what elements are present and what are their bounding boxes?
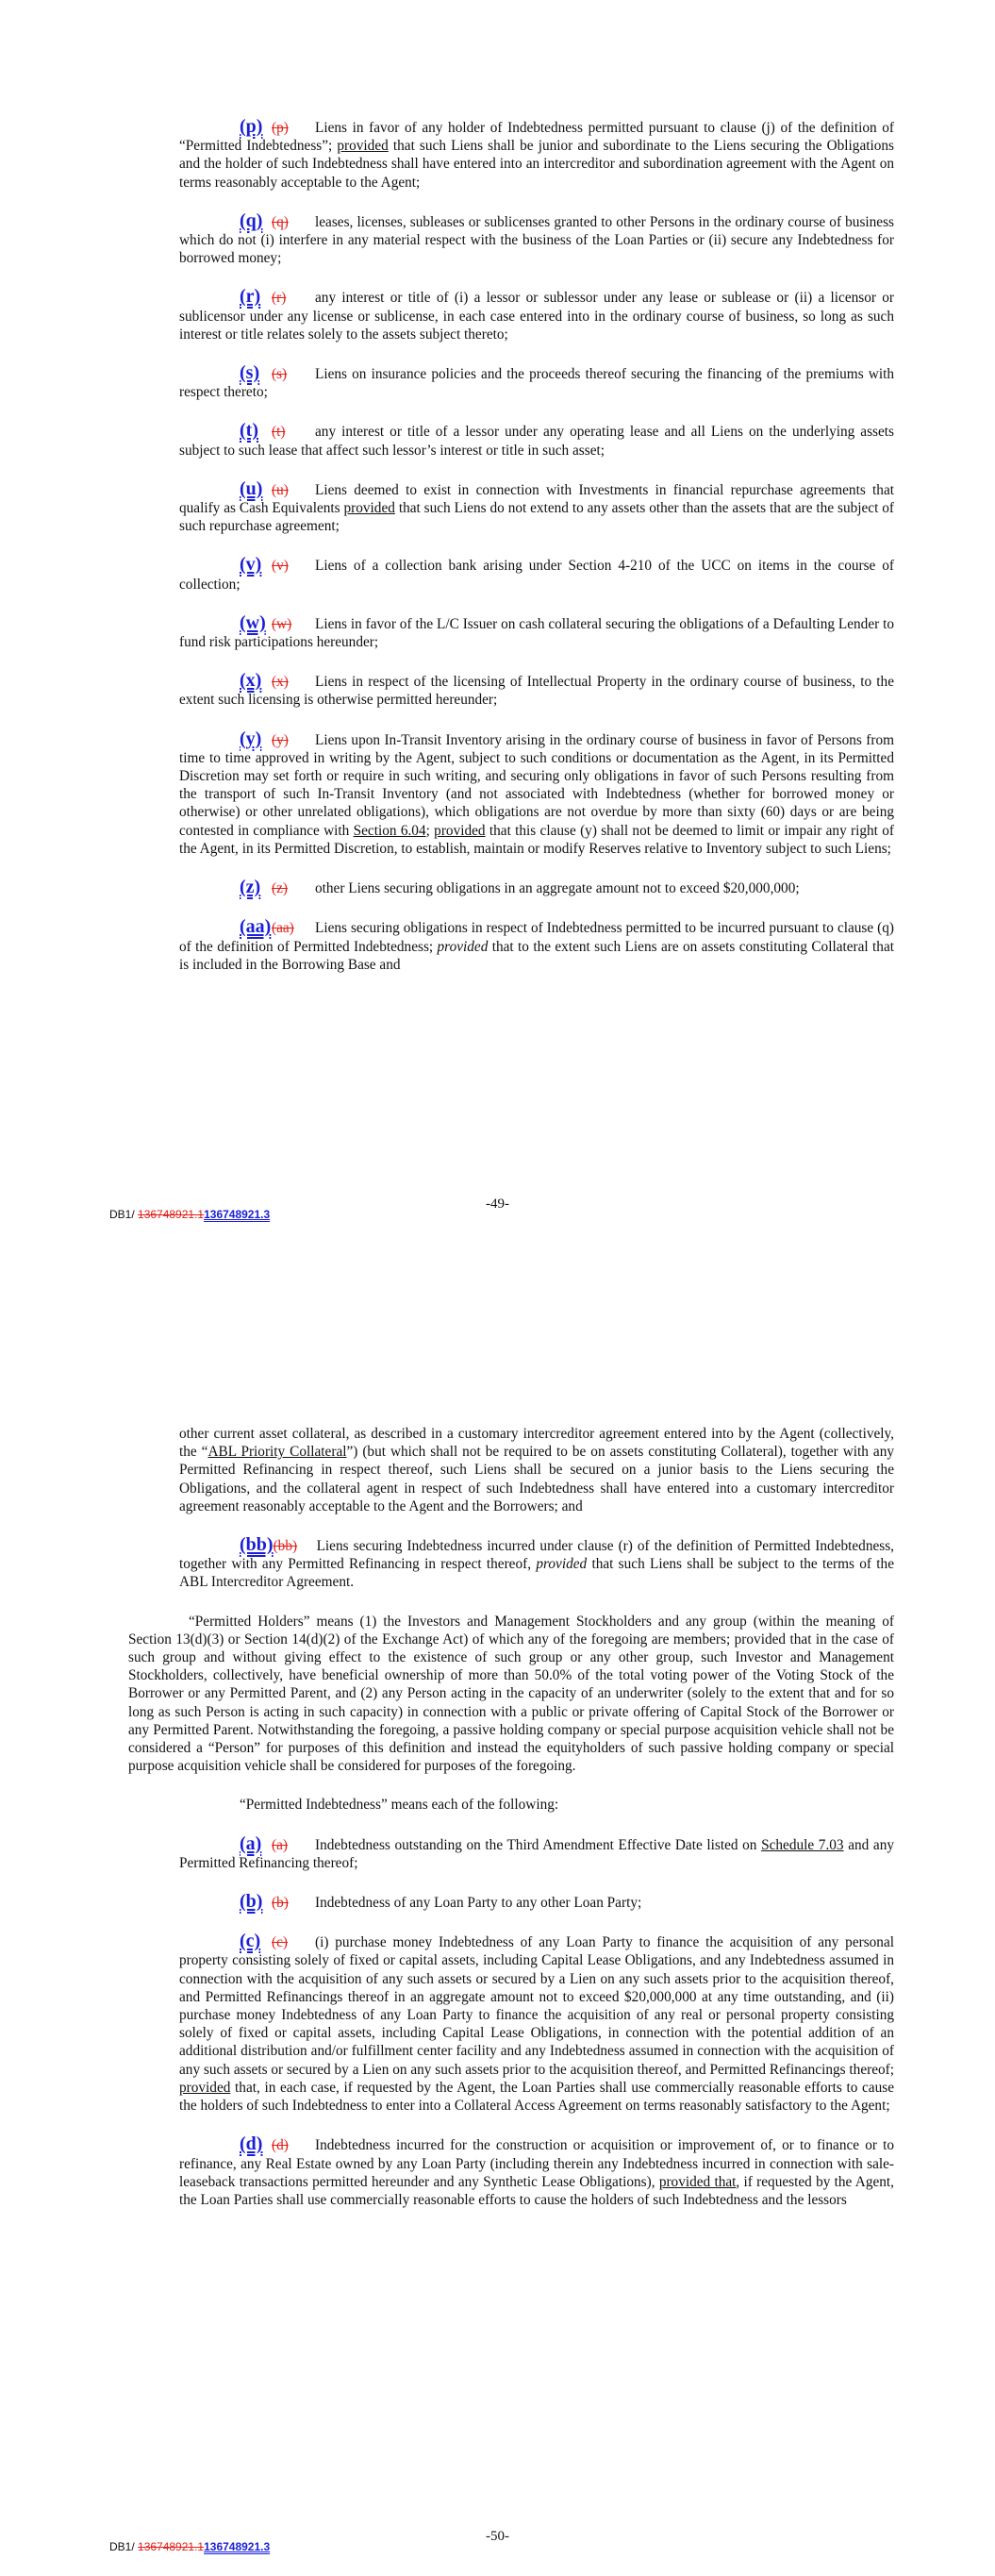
- clause-label-deleted: (y): [272, 731, 289, 748]
- schedule-reference: Schedule 7.03: [761, 1836, 844, 1853]
- indebtedness-clause-a: (a) (a) Indebtedness outstanding on the Third Amendment Effective Date listed on Schedule 7.03 and any Permitted Refinancing thereof;: [179, 1832, 895, 1871]
- clause-label-new: (p): [240, 116, 263, 137]
- clause-label-deleted: (u): [272, 481, 289, 498]
- clause-label-deleted: (a): [272, 1836, 288, 1853]
- page-number: -49-: [486, 1196, 509, 1212]
- clause-label-new: (q): [240, 209, 263, 231]
- clause-label-new: (v): [240, 554, 262, 576]
- indebtedness-clause-b: (b) (b) Indebtedness of any Loan Party to any other Loan Party;: [240, 1891, 642, 1913]
- clause-label-deleted: (z): [272, 880, 288, 897]
- clause-label-deleted: (v): [272, 558, 289, 575]
- clause-w: (w) (w) Liens in favor of the L/C Issuer on cash collateral securing the obligations of a Defaulting Lender to fund risk participations hereunder;: [179, 611, 894, 651]
- clause-label-deleted: (c): [272, 1934, 288, 1951]
- clause-label-new: (z): [240, 877, 261, 898]
- clause-label-deleted: (r): [272, 290, 287, 307]
- clause-label-deleted: (q): [272, 213, 289, 230]
- clause-label-new: (t): [240, 420, 258, 442]
- clause-z: (z) (z) other Liens securing obligations in an aggregate amount not to exceed $20,000,000;: [240, 877, 800, 898]
- clause-s: (s) (s) Liens on insurance policies and the proceeds thereof securing the financing of the premiums with respect thereto;: [179, 362, 894, 401]
- clause-label-new: (w): [240, 611, 266, 633]
- page-50-body: [128, 1425, 895, 2209]
- clause-r: (r) (r) any interest or title of (i) a lessor or sublessor under any lease or sublease or (ii) a licensor or sublicensor under any license or sublicense, in each case entered into in the ordinary course of business, so long as such interest or title relates solely to the assets subject thereto;: [179, 286, 894, 343]
- clause-q: (q) (q) leases, licenses, subleases or sublicenses granted to other Persons in the ordinary course of business which do not (i) interfere in any material respect with the business of the Loan Parties or (ii) secure any Indebtedness for borrowed money;: [179, 209, 894, 267]
- clause-label-deleted: (t): [272, 424, 286, 441]
- clause-u: (u) (u) Liens deemed to exist in connection with Investments in financial repurchase agreements that qualify as Cash Equivalents provided that such Liens do not extend to any assets other than the assets that are the subject of such repurchase agreement;: [179, 477, 894, 535]
- clause-label-new: (r): [240, 286, 261, 308]
- document-id-footer: DB1/ 136748921.1136748921.3: [109, 1208, 271, 1221]
- clause-label-deleted: (b): [272, 1895, 289, 1912]
- clause-label-deleted: (p): [272, 120, 289, 136]
- clause-label-new: (s): [240, 362, 260, 384]
- clause-v: (v) (v) Liens of a collection bank arising under Section 4-210 of the UCC on items in the course of collection;: [179, 554, 894, 593]
- clause-label-deleted: (d): [272, 2137, 289, 2154]
- page-50: [0, 1227, 995, 2576]
- clause-label-deleted: (bb): [273, 1538, 298, 1555]
- clause-bb: (bb)(bb) Liens securing Indebtedness incurred under clause (r) of the definition of Permitted Indebtedness, together with any Permitted Refinancing in respect thereof, provided that such Liens shall be subject to the terms of the ABL Intercreditor Agreement.: [179, 1534, 894, 1591]
- clause-label-new: (u): [240, 477, 263, 499]
- permitted-holders-definition: “Permitted Holders” means (1) the Investors and Management Stockholders and any group (within the meaning of Section 13(d)(3) or Section 14(d)(2) of the Exchange Act) of which any of the foregoing are members; provided that in the case of such group and without giving effect to the existence of such group or any other group, such Investor and Management Stockholders, collectively, have beneficial ownership of more than 50.0% of the total voting power of the Voting Stock of the Borrower or any Permitted Parent, and (2) any Person acting in the capacity of an underwriter (solely to the extent that and for so long as such Person is acting in such capacity) in connection with a public or private offering of Capital Stock of the Borrower or any Permitted Parent. Notwithstanding the foregoing, a passive holding company or special purpose acquisition vehicle shall not be considered a “Person” for purposes of this definition and instead the equityholders of such passive holding company or special purpose acquisition vehicle shall be considered for purposes of the foregoing.: [128, 1613, 894, 1775]
- clause-aa: (aa)(aa) Liens securing obligations in respect of Indebtedness permitted to be incurred pursuant to clause (q) of the definition of Permitted Indebtedness; provided that to the extent such Liens are on assets constituting Collateral that is included in the Borrowing Base and: [179, 916, 894, 973]
- clause-label-new: (d): [240, 2133, 263, 2155]
- clause-t: (t) (t) any interest or title of a lessor under any operating lease and all Liens on the underlying assets subject to such lease that affect such lessor’s interest or title in such asset;: [179, 420, 894, 459]
- clause-label-deleted: (s): [272, 366, 288, 383]
- clause-label-new: (bb): [240, 1534, 274, 1556]
- page-49: [0, 0, 995, 1227]
- clause-label-new: (y): [240, 728, 262, 749]
- indebtedness-clause-d: (d) (d) Indebtedness incurred for the construction or acquisition or improvement of, or to finance or to refinance, any Real Estate owned by any Loan Party (including therein any Indebtedness incurred in connection with sale-leaseback transactions permitted hereunder and any Synthetic Lease Obligations), provided that, if requested by the Agent, the Loan Parties shall use commercially reasonable efforts to cause the holders of such Indebtedness and the lessors: [179, 2133, 894, 2208]
- document-id-footer: DB1/ 136748921.1136748921.3: [109, 2540, 271, 2553]
- clause-label-new: (b): [240, 1891, 263, 1913]
- clause-p: (p) (p) Liens in favor of any holder of Indebtedness permitted pursuant to clause (j) of the definition of “Permitted Indebtedness”; provided that such Liens shall be junior and subordinate to the Liens securing the Obligations and the holder of such Indebtedness shall have entered into an intercreditor and subordination agreement with the Agent on terms reasonably acceptable to the Agent;: [179, 116, 894, 191]
- clause-aa-continuation: other current asset collateral, as described in a customary intercreditor agreement entered into by the Agent (collectively, the “ABL Priority Collateral”) (but which shall not be required to be on assets constituting Collateral), together with any Permitted Refinancing in respect thereof, such Liens shall be secured on a junior basis to the Liens securing the Obligations, and the collateral agent in respect of such Indebtedness shall have entered into a customary intercreditor agreement reasonably acceptable to the Agent and the Borrowers; and: [179, 1426, 894, 1514]
- defined-term: ABL Priority Collateral: [207, 1444, 347, 1461]
- clause-label-new: (a): [240, 1832, 262, 1854]
- clause-label-deleted: (x): [272, 674, 289, 691]
- indebtedness-clause-c: (c) (c) (i) purchase money Indebtedness of any Loan Party to finance the acquisition of any personal property consisting solely of fixed or capital assets, including Capital Lease Obligations, and any Indebtedness assumed in connection with the acquisition of any such assets or secured by a Lien on any such assets prior to the acquisition thereof, and Permitted Refinancings thereof in an aggregate amount not to exceed $20,000,000 at any time outstanding, and (ii) purchase money Indebtedness of any Loan Party to finance the acquisition of any real or personal property consisting solely of fixed or capital assets, including Capital Lease Obligations, in connection with the potential addition of an additional distribution and/or fulfillment center facility and any Indebtedness assumed in connection with the acquisition of any such assets or secured by a Lien on any such assets prior to the acquisition thereof, and Permitted Refinancings thereof; provided that, in each case, if requested by the Agent, the Loan Parties shall use commercially reasonable efforts to cause the holders of such Indebtedness to enter into a Collateral Access Agreement on terms reasonably satisfactory to the Agent;: [179, 1931, 894, 2115]
- clause-label-new: (c): [240, 1931, 261, 1952]
- clause-y: (y) (y) Liens upon In-Transit Inventory arising in the ordinary course of business in favor of Persons from time to time approved in writing by the Agent, subject to such conditions or documentation as the Agent, in its Permitted Discretion may set forth or require in such writing, and securing only obligations in favor of such Persons resulting from the transport of such In-Transit Inventory (and not associated with Indebtedness (whether for borrowed money or otherwise) or other unrelated obligations), which obligations are not overdue by more than sixty (60) days or are being contested in compliance with Section 6.04; provided that this clause (y) shall not be deemed to limit or impair any right of the Agent, in its Permitted Discretion, to establish, maintain or modify Reserves relative to Inventory subject to such Liens;: [179, 728, 894, 857]
- page-49-body: [179, 118, 894, 974]
- clause-label-deleted: (aa): [272, 920, 294, 937]
- clause-label-new: (x): [240, 670, 262, 692]
- clause-label-deleted: (w): [272, 615, 292, 632]
- page-number: -50-: [486, 2529, 509, 2544]
- clause-x: (x) (x) Liens in respect of the licensing of Intellectual Property in the ordinary course of business, to the extent such licensing is otherwise permitted hereunder;: [179, 670, 894, 709]
- permitted-indebtedness-heading: “Permitted Indebtedness” means each of the following:: [240, 1797, 559, 1814]
- clause-label-new: (aa): [240, 916, 272, 938]
- section-reference: Section 6.04: [353, 822, 426, 839]
